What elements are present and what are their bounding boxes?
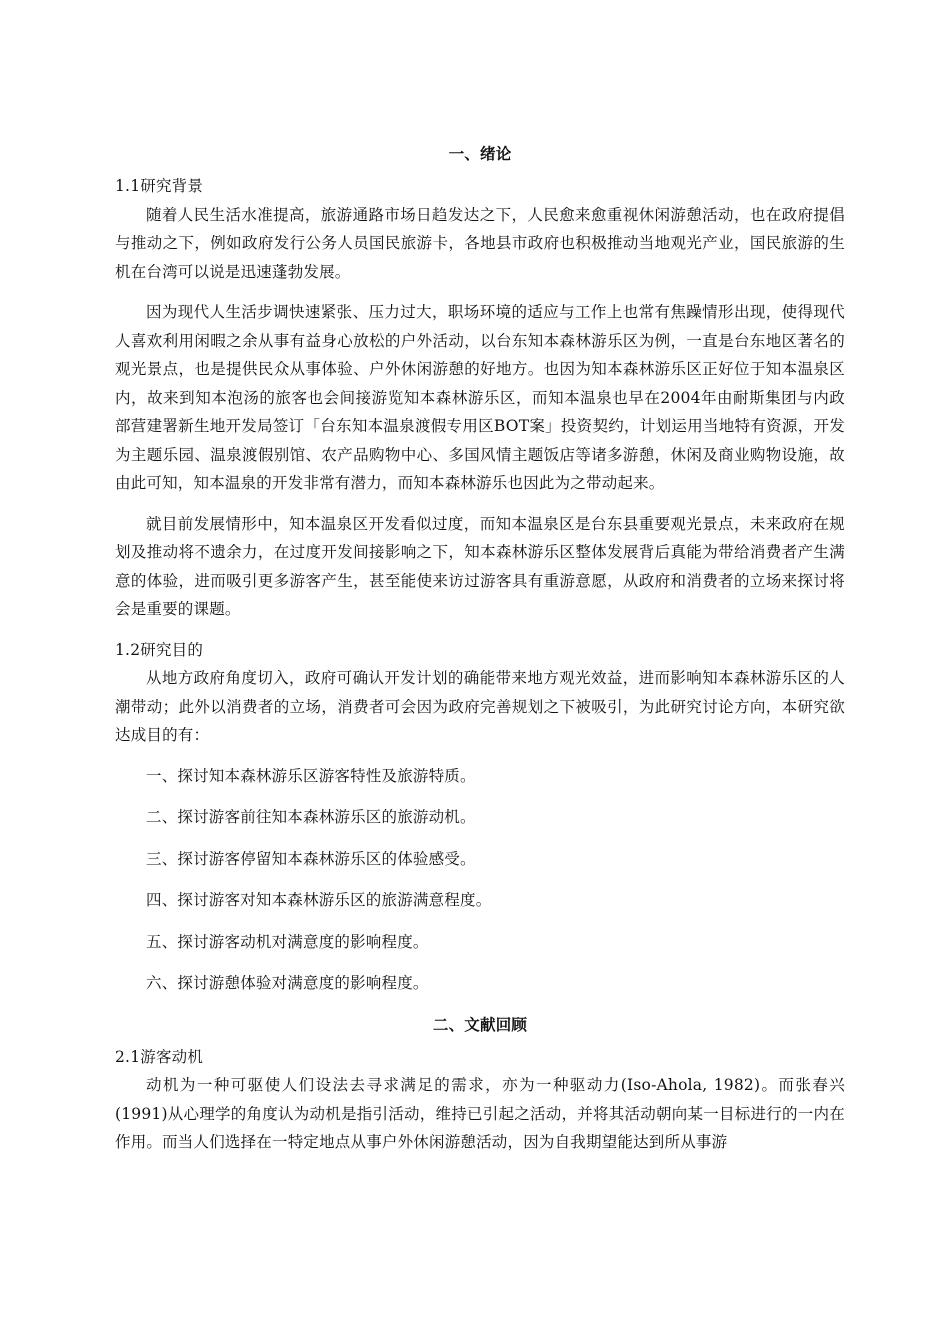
list-item: 四、探讨游客对知本森林游乐区的旅游满意程度。 xyxy=(146,891,492,909)
paragraph: 因为现代人生活步调快速紧张、压力过大，职场环境的适应与工作上也常有焦躁情形出现，使得现代人喜欢利用闲暇之余从事有益身心放松的户外活动，以台东知本森林游乐区为例，一直是台东地区著名的观光景点，也是提供民众从事体验、户外休闲游憩的好地方。也因为知本森林游乐区正好位于知本温泉区内，故来到知本泡汤的旅客也会间接游览知本森林游乐区，而知本温泉也早在2004年由耐斯集团与内政部营建署新生地开发局签订「台东知本温泉渡假专用区BOT案」投资契约，计划运用当地特有资源，开发为主题乐园、温泉渡假别馆、农产品购物中心、多国风情主题饭店等诸多游憩，休闲及商业购物设施，故由此可知，知本温泉的开发非常有潜力，而知本森林游乐也因此为之带动起来。 xyxy=(115,303,845,492)
section-heading: 1.1研究背景 xyxy=(115,177,204,195)
paragraph: 从地方政府角度切入，政府可确认开发计划的确能带来地方观光效益，进而影响知本森林游乐区的人潮带动；此外以消费者的立场，消费者可会因为政府完善规划之下被吸引，为此研究讨论方向，本研究欲达成目的有： xyxy=(115,669,845,744)
paragraph: 随着人民生活水准提高，旅游通路市场日趋发达之下，人民愈来愈重视休闲游憩活动，也在政府提倡与推动之下，例如政府发行公务人员国民旅游卡，各地县市政府也积极推动当地观光产业，国民旅游的生机在台湾可以说是迅速蓬勃发展。 xyxy=(115,205,845,281)
section-heading: 2.1游客动机 xyxy=(115,1047,204,1066)
paragraph: 就目前发展情形中，知本温泉区开发看似过度，而知本温泉区是台东县重要观光景点，未来政府在规划及推动将不遗余力，在过度开发间接影响之下，知本森林游乐区整体发展背后真能为带给消费者产生满意的体验，进而吸引更多游客产生，甚至能使来访过游客具有重游意愿，从政府和消费者的立场来探讨将会是重要的课题。 xyxy=(115,514,845,618)
list-item: 五、探讨游客动机对满意度的影响程度。 xyxy=(146,932,429,951)
paragraph: 动机为一种可驱使人们设法去寻求满足的需求，亦为一种驱动力(Iso-Ahola, 1982)。而张春兴(1991)从心理学的角度认为动机是指引活动，维持已引起之活动，并将其活动朝向某一目标进行的一内在作用。而当人们选择在一特定地点从事户外休闲游憩活动，因为自我期望能达到所从事游 xyxy=(115,1076,845,1151)
list-item: 六、探讨游憩体验对满意度的影响程度。 xyxy=(146,974,429,992)
list-item: 三、探讨游客停留知本森林游乐区的体验感受。 xyxy=(146,849,476,868)
section-heading: 1.2研究目的 xyxy=(115,640,204,659)
list-item: 一、探讨知本森林游乐区游客特性及旅游特质。 xyxy=(146,766,476,785)
document-body xyxy=(115,140,845,1169)
list-item: 二、探讨游客前往知本森林游乐区的旅游动机。 xyxy=(146,808,476,826)
chapter-title: 一、绪论 xyxy=(448,145,512,163)
chapter-title: 二、文献回顾 xyxy=(432,1015,528,1034)
